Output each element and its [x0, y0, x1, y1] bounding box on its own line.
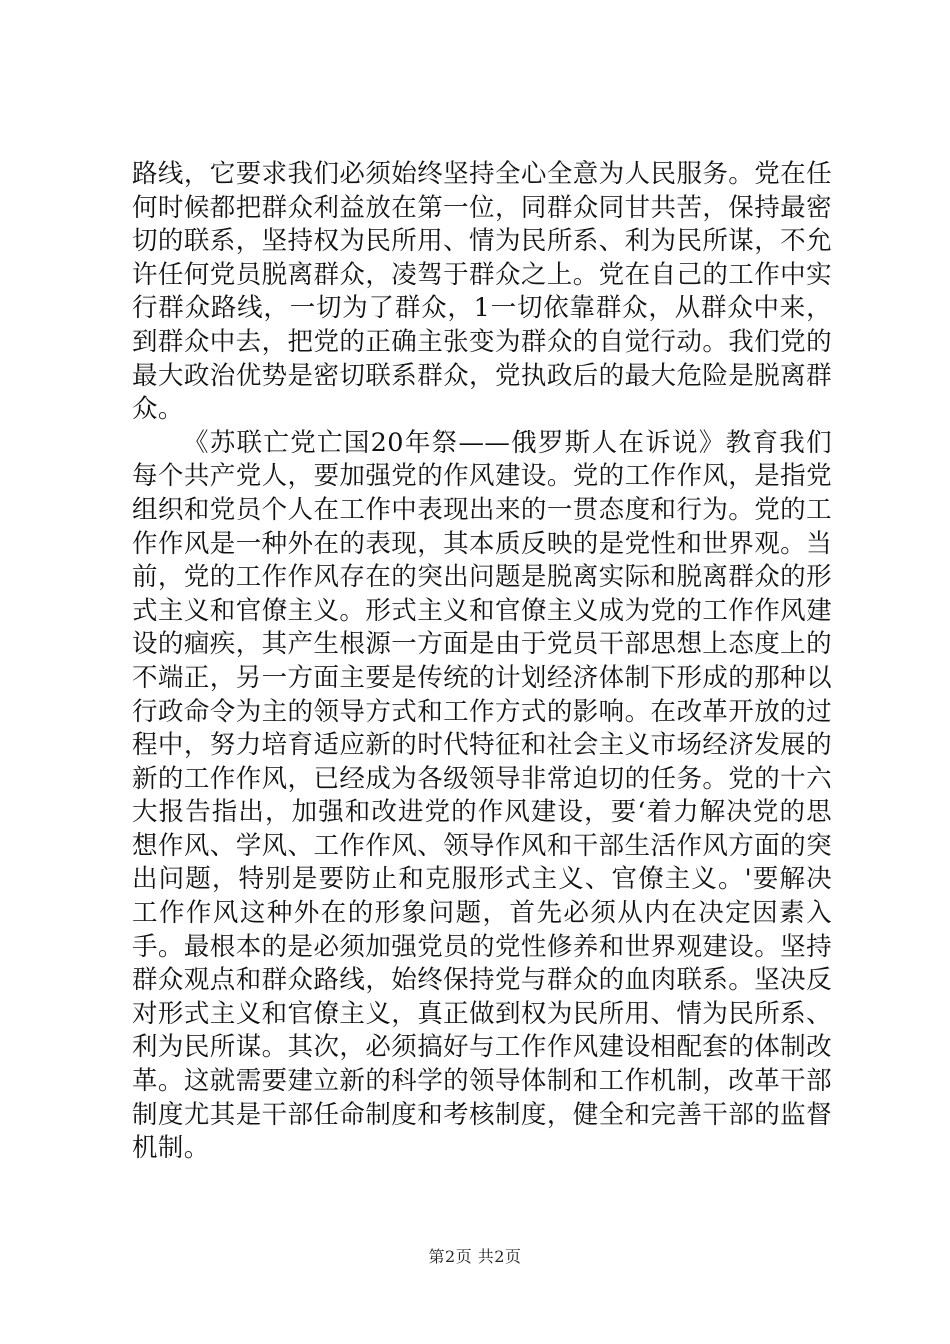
page-number-footer: 第2页 共2页 [428, 1247, 522, 1266]
paragraph-2: 《苏联亡党亡国20年祭——俄罗斯人在诉说》教育我们每个共产党人，要加强党的作风建设。党的工作作风，是指党组织和党员个人在工作中表现出来的一贯态度和行为。党的工作作风是一种外在的表现，其本质反映的是党性和世界观。当前，党的工作作风存在的突出问题是脱离实际和脱离群众的形式主义和官僚主义。形式主义和官僚主义成为党的工作作风建设的痼疾，其产生根源一方面是由于党员干部思想上态度上的不端正，另一方面主要是传统的计划经济体制下形成的那种以行政命令为主的领导方式和工作方式的影响。在改革开放的过程中，努力培育适应新的时代特征和社会主义市场经济发展的新的工作作风，已经成为各级领导非常迫切的任务。党的十六大报告指出，加强和改进党的作风建设，要‘着力解决党的思想作风、学风、工作作风、领导作风和干部生活作风方面的突出问题，特别是要防止和克服形式主义、官僚主义。'要解决工作作风这种外在的形象问题，首先必须从内在决定因素入手。最根本的是必须加强党员的党性修养和世界观建设。坚持群众观点和群众路线，始终保持党与群众的血肉联系。坚决反对形式主义和官僚主义，真正做到权为民所用、情为民所系、利为民所谋。其次，必须搞好与工作作风建设相配套的体制改革。这就需要建立新的科学的领导体制和工作机制，改革干部制度尤其是干部任命制度和考核制度，健全和完善干部的监督机制。 [132, 427, 832, 1164]
paragraph-1: 路线，它要求我们必须始终坚持全心全意为人民服务。党在任何时候都把群众利益放在第一位，同群众同甘共苦，保持最密切的联系，坚持权为民所用、情为民所系、利为民所谋，不允许任何党员脱离群众，凌驾于群众之上。党在自己的工作中实行群众路线，一切为了群众，1一切依靠群众，从群众中来，到群众中去，把党的正确主张变为群众的自觉行动。我们党的最大政治优势是密切联系群众，党执政后的最大危险是脱离群众。 [132, 159, 832, 425]
document-body [132, 158, 832, 1166]
